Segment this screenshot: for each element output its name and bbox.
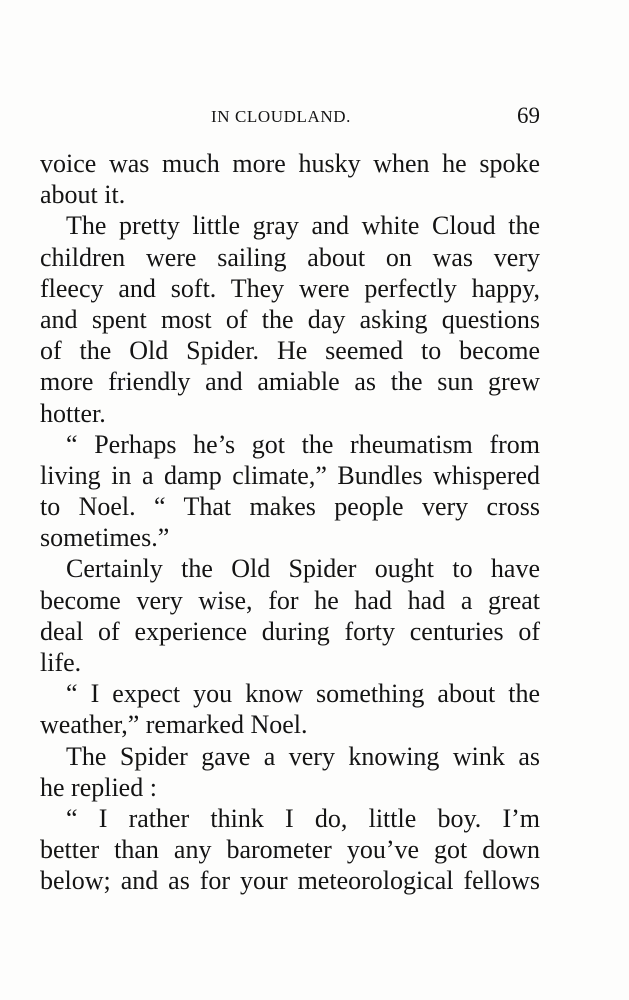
text-line: about it. xyxy=(40,180,126,210)
text-line: deal of experience during forty centuries of xyxy=(40,616,540,646)
text-line: children were sailing about on was very xyxy=(40,242,540,272)
text-line: to Noel. “ That makes people very cross xyxy=(40,492,540,522)
text-line: of the Old Spider. He seemed to become xyxy=(40,336,540,366)
text-line: The pretty little gray and white Cloud the xyxy=(66,211,540,241)
text-line: “ I rather think I do, little boy. I’m xyxy=(66,803,540,833)
body-text xyxy=(40,148,540,897)
text-line: “ I expect you know something about the xyxy=(66,679,540,709)
text-line: fleecy and soft. They were perfectly happy, xyxy=(40,273,540,303)
text-line: he replied : xyxy=(40,772,157,802)
text-line: living in a damp climate,” Bundles whispered xyxy=(40,460,540,490)
text-line: hotter. xyxy=(40,398,106,428)
text-line: Certainly the Old Spider ought to have xyxy=(66,554,540,584)
text-line: sometimes.” xyxy=(40,523,170,553)
text-line: The Spider gave a very knowing wink as xyxy=(66,741,540,771)
running-title: IN CLOUDLAND. xyxy=(211,107,352,126)
text-line: better than any barometer you’ve got down xyxy=(40,835,540,865)
text-line: below; and as for your meteorological fellows xyxy=(40,866,540,896)
running-head xyxy=(40,104,540,132)
page-number: 69 xyxy=(517,103,540,128)
text-line: become very wise, for he had had a great xyxy=(40,585,540,615)
text-line: voice was much more husky when he spoke xyxy=(40,149,540,178)
text-line: weather,” remarked Noel. xyxy=(40,710,308,740)
text-line: more friendly and amiable as the sun grew xyxy=(40,367,540,397)
text-line: life. xyxy=(40,648,82,677)
text-line: “ Perhaps he’s got the rheumatism from xyxy=(66,429,540,459)
text-line: and spent most of the day asking questions xyxy=(40,304,540,334)
